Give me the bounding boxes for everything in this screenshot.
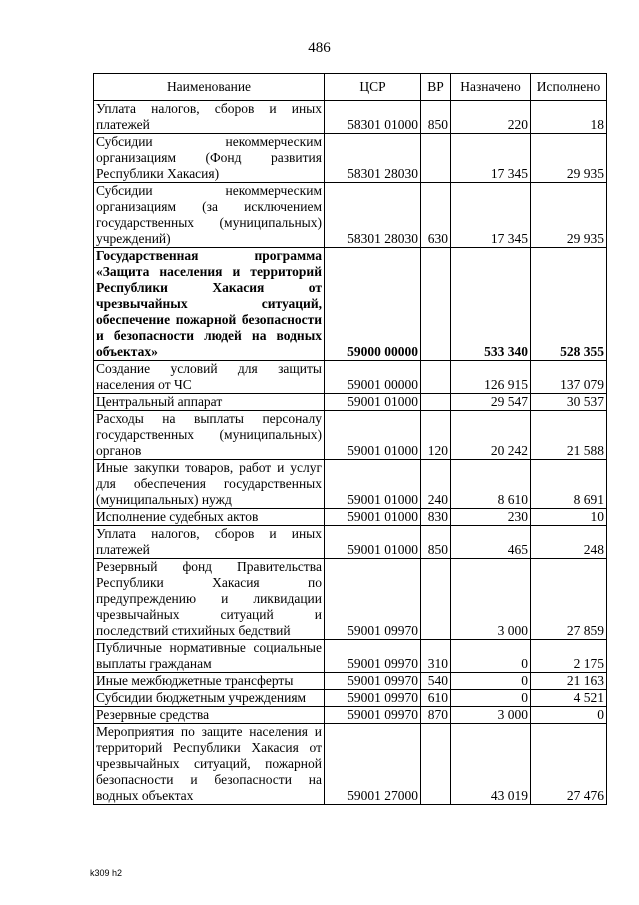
row-executed-cell: 248 (531, 526, 607, 559)
row-assigned-cell: 17 345 (451, 134, 531, 183)
row-executed-cell: 0 (531, 707, 607, 724)
header-name: Наименование (94, 74, 325, 101)
table-header-row (94, 74, 607, 101)
table-row (94, 724, 607, 805)
row-csr-cell: 59001 27000 (325, 724, 421, 805)
table-row (94, 673, 607, 690)
row-assigned-cell: 533 340 (451, 248, 531, 361)
header-executed: Исполнено (531, 74, 607, 101)
footer-code: k309 h2 (90, 868, 123, 878)
row-assigned-cell: 3 000 (451, 559, 531, 640)
row-assigned-cell: 0 (451, 673, 531, 690)
table-row (94, 640, 607, 673)
row-assigned-cell: 0 (451, 690, 531, 707)
row-executed-cell: 27 859 (531, 559, 607, 640)
row-name-cell: Субсидии некоммерческим организациям (Фонд развития Республики Хакасия) (94, 134, 325, 183)
row-csr-cell: 59001 01000 (325, 460, 421, 509)
row-executed-cell: 137 079 (531, 361, 607, 394)
table-row (94, 559, 607, 640)
row-name-cell: Иные межбюджетные трансферты (94, 673, 325, 690)
row-executed-cell: 528 355 (531, 248, 607, 361)
header-csr: ЦСР (325, 74, 421, 101)
row-csr-cell: 59000 00000 (325, 248, 421, 361)
row-name-cell: Субсидии бюджетным учреждениям (94, 690, 325, 707)
row-name-cell: Государственная программа «Защита населения и территорий Республики Хакасия от чрезвычайных ситуаций, обеспечение пожарной безопасности и безопасности людей на водных объектах» (94, 248, 325, 361)
row-csr-cell: 59001 01000 (325, 411, 421, 460)
row-name-cell: Уплата налогов, сборов и иных платежей (94, 101, 325, 134)
table-row (94, 526, 607, 559)
header-assigned: Назначено (451, 74, 531, 101)
row-assigned-cell: 29 547 (451, 394, 531, 411)
row-name-cell: Иные закупки товаров, работ и услуг для обеспечения государственных (муниципальных) нужд (94, 460, 325, 509)
row-executed-cell: 4 521 (531, 690, 607, 707)
row-vr-cell: 630 (421, 183, 451, 248)
row-assigned-cell: 126 915 (451, 361, 531, 394)
row-name-cell: Резервный фонд Правительства Республики Хакасия по предупреждению и ликвидации чрезвычайных ситуаций и последствий стихийных бедствий (94, 559, 325, 640)
row-vr-cell: 310 (421, 640, 451, 673)
row-name-cell: Публичные нормативные социальные выплаты гражданам (94, 640, 325, 673)
row-vr-cell (421, 724, 451, 805)
row-vr-cell (421, 559, 451, 640)
row-name-cell: Уплата налогов, сборов и иных платежей (94, 526, 325, 559)
row-executed-cell: 18 (531, 101, 607, 134)
row-assigned-cell: 0 (451, 640, 531, 673)
table-row (94, 101, 607, 134)
row-csr-cell: 59001 01000 (325, 509, 421, 526)
row-vr-cell: 870 (421, 707, 451, 724)
table-row (94, 248, 607, 361)
row-csr-cell: 58301 01000 (325, 101, 421, 134)
row-executed-cell: 2 175 (531, 640, 607, 673)
header-vr: ВР (421, 74, 451, 101)
row-assigned-cell: 220 (451, 101, 531, 134)
row-executed-cell: 21 588 (531, 411, 607, 460)
budget-table (93, 73, 607, 805)
row-vr-cell: 850 (421, 101, 451, 134)
table-row (94, 460, 607, 509)
row-csr-cell: 59001 01000 (325, 526, 421, 559)
row-assigned-cell: 17 345 (451, 183, 531, 248)
row-vr-cell: 240 (421, 460, 451, 509)
row-vr-cell: 120 (421, 411, 451, 460)
table-row (94, 183, 607, 248)
table-row (94, 411, 607, 460)
row-assigned-cell: 3 000 (451, 707, 531, 724)
row-csr-cell: 59001 09970 (325, 559, 421, 640)
row-name-cell: Резервные средства (94, 707, 325, 724)
row-csr-cell: 59001 09970 (325, 707, 421, 724)
row-executed-cell: 27 476 (531, 724, 607, 805)
row-name-cell: Создание условий для защиты населения от ЧС (94, 361, 325, 394)
row-csr-cell: 58301 28030 (325, 183, 421, 248)
row-assigned-cell: 465 (451, 526, 531, 559)
table-row (94, 509, 607, 526)
row-csr-cell: 58301 28030 (325, 134, 421, 183)
row-executed-cell: 30 537 (531, 394, 607, 411)
row-assigned-cell: 20 242 (451, 411, 531, 460)
row-vr-cell (421, 361, 451, 394)
row-executed-cell: 29 935 (531, 183, 607, 248)
row-vr-cell: 610 (421, 690, 451, 707)
row-assigned-cell: 8 610 (451, 460, 531, 509)
row-name-cell: Мероприятия по защите населения и территорий Республики Хакасия от чрезвычайных ситуаций, пожарной безопасности и безопасности на водных объектах (94, 724, 325, 805)
row-executed-cell: 29 935 (531, 134, 607, 183)
table-row (94, 707, 607, 724)
table-row (94, 394, 607, 411)
table-row (94, 690, 607, 707)
row-vr-cell (421, 394, 451, 411)
row-csr-cell: 59001 00000 (325, 361, 421, 394)
row-csr-cell: 59001 09970 (325, 690, 421, 707)
row-csr-cell: 59001 09970 (325, 673, 421, 690)
row-assigned-cell: 43 019 (451, 724, 531, 805)
row-vr-cell: 850 (421, 526, 451, 559)
row-name-cell: Расходы на выплаты персоналу государственных (муниципальных) органов (94, 411, 325, 460)
row-vr-cell: 540 (421, 673, 451, 690)
table-row (94, 134, 607, 183)
table-body (94, 101, 607, 805)
row-csr-cell: 59001 01000 (325, 394, 421, 411)
row-vr-cell (421, 248, 451, 361)
row-assigned-cell: 230 (451, 509, 531, 526)
table-row (94, 361, 607, 394)
row-vr-cell (421, 134, 451, 183)
row-name-cell: Субсидии некоммерческим организациям (за исключением государственных (муниципальных) учреждений) (94, 183, 325, 248)
page-number: 486 (308, 40, 331, 56)
row-executed-cell: 21 163 (531, 673, 607, 690)
row-executed-cell: 10 (531, 509, 607, 526)
row-name-cell: Центральный аппарат (94, 394, 325, 411)
row-executed-cell: 8 691 (531, 460, 607, 509)
row-name-cell: Исполнение судебных актов (94, 509, 325, 526)
row-csr-cell: 59001 09970 (325, 640, 421, 673)
row-vr-cell: 830 (421, 509, 451, 526)
